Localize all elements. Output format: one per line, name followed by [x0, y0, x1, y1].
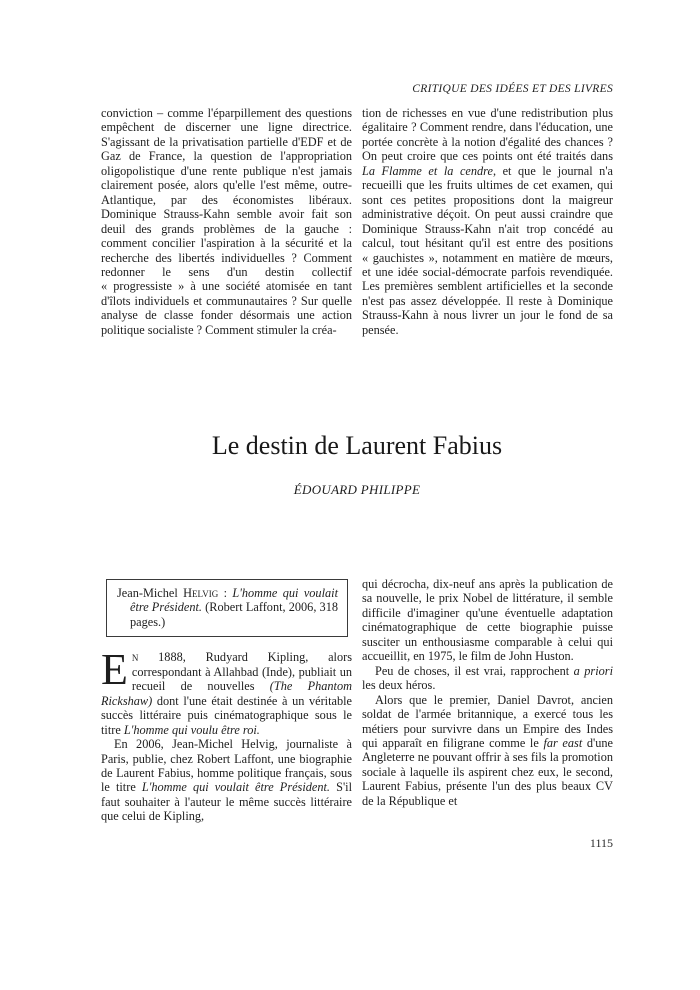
text-segment-italic: (The Phantom Rickshaw) — [101, 679, 352, 708]
text-segment-italic: L'homme qui voulu être roi. — [123, 722, 260, 737]
paragraph — [101, 645, 352, 737]
article-author: ÉDOUARD PHILIPPE — [293, 482, 421, 497]
text-segment-italic: L'homme qui voulait être Président. — [141, 780, 331, 795]
text-segment: dont l'une était destinée à un véritable succès littéraire puis cinématographique sous le titre — [101, 693, 352, 737]
text-segment: conviction – comme l'éparpillement des questions empêchent de discerner une ligne directrice. S'agissant de la privatisation partielle d'EDF et de Gaz de France, la question de l'appropriation oligopolistique d'une rente publique n'est jamais clairement posée, alors qu'elle l'est même, outre-Atlantique, par des économistes libéraux. Dominique Strauss-Kahn semble avoir fait son deuil des grands problèmes de la gauche : comment concilier l'aspiration à la sécurité et la recherche des libertés individuelles ? Comment redonner le sens d'un destin collectif « progressiste » à une société atomisée en tant d'îlots individuels et communautaires ? Sur quelle analyse de classe fonder désormais une action politique socialiste ? Comment stimuler la créa- — [101, 106, 352, 337]
paragraph — [101, 106, 352, 337]
text-segment: Alors que le premier, Daniel Davrot, ancien soldat de l'armée britannique, a exercé tous les métiers pour survivre dans un Empire des Indes qui apparaît en filigrane comme le — [362, 692, 613, 750]
running-header: CRITIQUE DES IDÉES ET DES LIVRES — [412, 83, 613, 95]
paragraph — [101, 737, 352, 824]
text-segment: d'une Angleterre ne pouvant offrir à ses fils la promotion sociale à laquelle ils aspirent chez eux, le second, Laurent Fabius, présente l'un des plus beaux CV de la République et — [362, 735, 613, 808]
text-segment: tion de richesses en vue d'une redistribution plus égalitaire ? Comment rendre, dans l'éducation, une portée concrète à la notion d'égalité des chances ? On peut croire que ces points ont été traités dans — [362, 106, 613, 164]
text-segment: : — [218, 586, 233, 600]
text-segment: les deux héros. — [362, 678, 436, 693]
top-section — [101, 106, 613, 337]
text-segment: , et que le journal n'a recueilli que les fruits ultimes de cet examen, qui sont ces petites propositions dont la maigreur administrative déçoit. On peut aussi craindre que Dominique Strauss-Kahn n'ait trop concédé au calcul, tout hésitant qu'il est entre des positions « gauchistes », notamment en matière de mœurs, et une idée social-démocrate parfois revendiquée. Les premières semblent artificielles et la seconde n'est pas assez développée. Il reste à Dominique Strauss-Kahn à nous livrer un jour le fond de sa pensée. — [362, 163, 613, 337]
paragraph — [117, 586, 338, 629]
text-segment-italic: far east — [543, 735, 583, 750]
text-segment: Jean-Michel — [117, 586, 184, 600]
text-segment: (Robert Laffont, 2006, 318 pages.) — [130, 600, 338, 629]
article-left-column — [101, 577, 352, 824]
text-segment: En 2006, Jean-Michel Helvig, journaliste à Paris, publie, chez Robert Laffont, une biographie de Laurent Fabius, homme politique français, sous le titre — [101, 737, 352, 795]
article-right-column — [362, 577, 613, 824]
paragraph — [362, 693, 613, 809]
article-body — [101, 577, 613, 824]
dropcap-letter: E — [101, 645, 128, 695]
text-segment-italic: a priori — [573, 663, 613, 678]
text-segment: Peu de choses, il est vrai, rapprochent — [375, 663, 574, 678]
text-segment-italic: L'homme qui voulait être Président. — [130, 586, 338, 615]
text-segment-smallcaps: n — [131, 650, 139, 665]
paragraph — [362, 577, 613, 664]
article-title: Le destin de Laurent Fabius — [211, 431, 503, 460]
article-left-text — [101, 645, 353, 824]
text-segment: 1888, Rudyard Kipling, alors correspondant à Allahbad (Inde), publiait un recueil de nouvelles — [131, 650, 352, 694]
top-right-column — [362, 106, 613, 337]
top-left-column — [101, 106, 352, 337]
paragraph — [362, 106, 613, 337]
text-segment-smallcaps: Helvig — [183, 586, 219, 600]
page-number: 1115 — [589, 836, 613, 850]
text-segment: qui décrocha, dix-neuf ans après la publication de sa nouvelle, le prix Nobel de littérature, il semble difficile d'imaginer qu'une éventuelle adaptation cinématographique de cette biographie puisse susciter un enthousiasme comparable à celui qui accueillit, en 1975, le film de John Huston. — [362, 577, 613, 664]
paragraph — [362, 664, 613, 693]
text-segment: S'il faut souhaiter à l'auteur le même succès littéraire que celui de Kipling, — [101, 780, 353, 824]
book-reference-box — [106, 579, 348, 637]
text-segment-italic: La Flamme et la cendre — [362, 163, 493, 178]
